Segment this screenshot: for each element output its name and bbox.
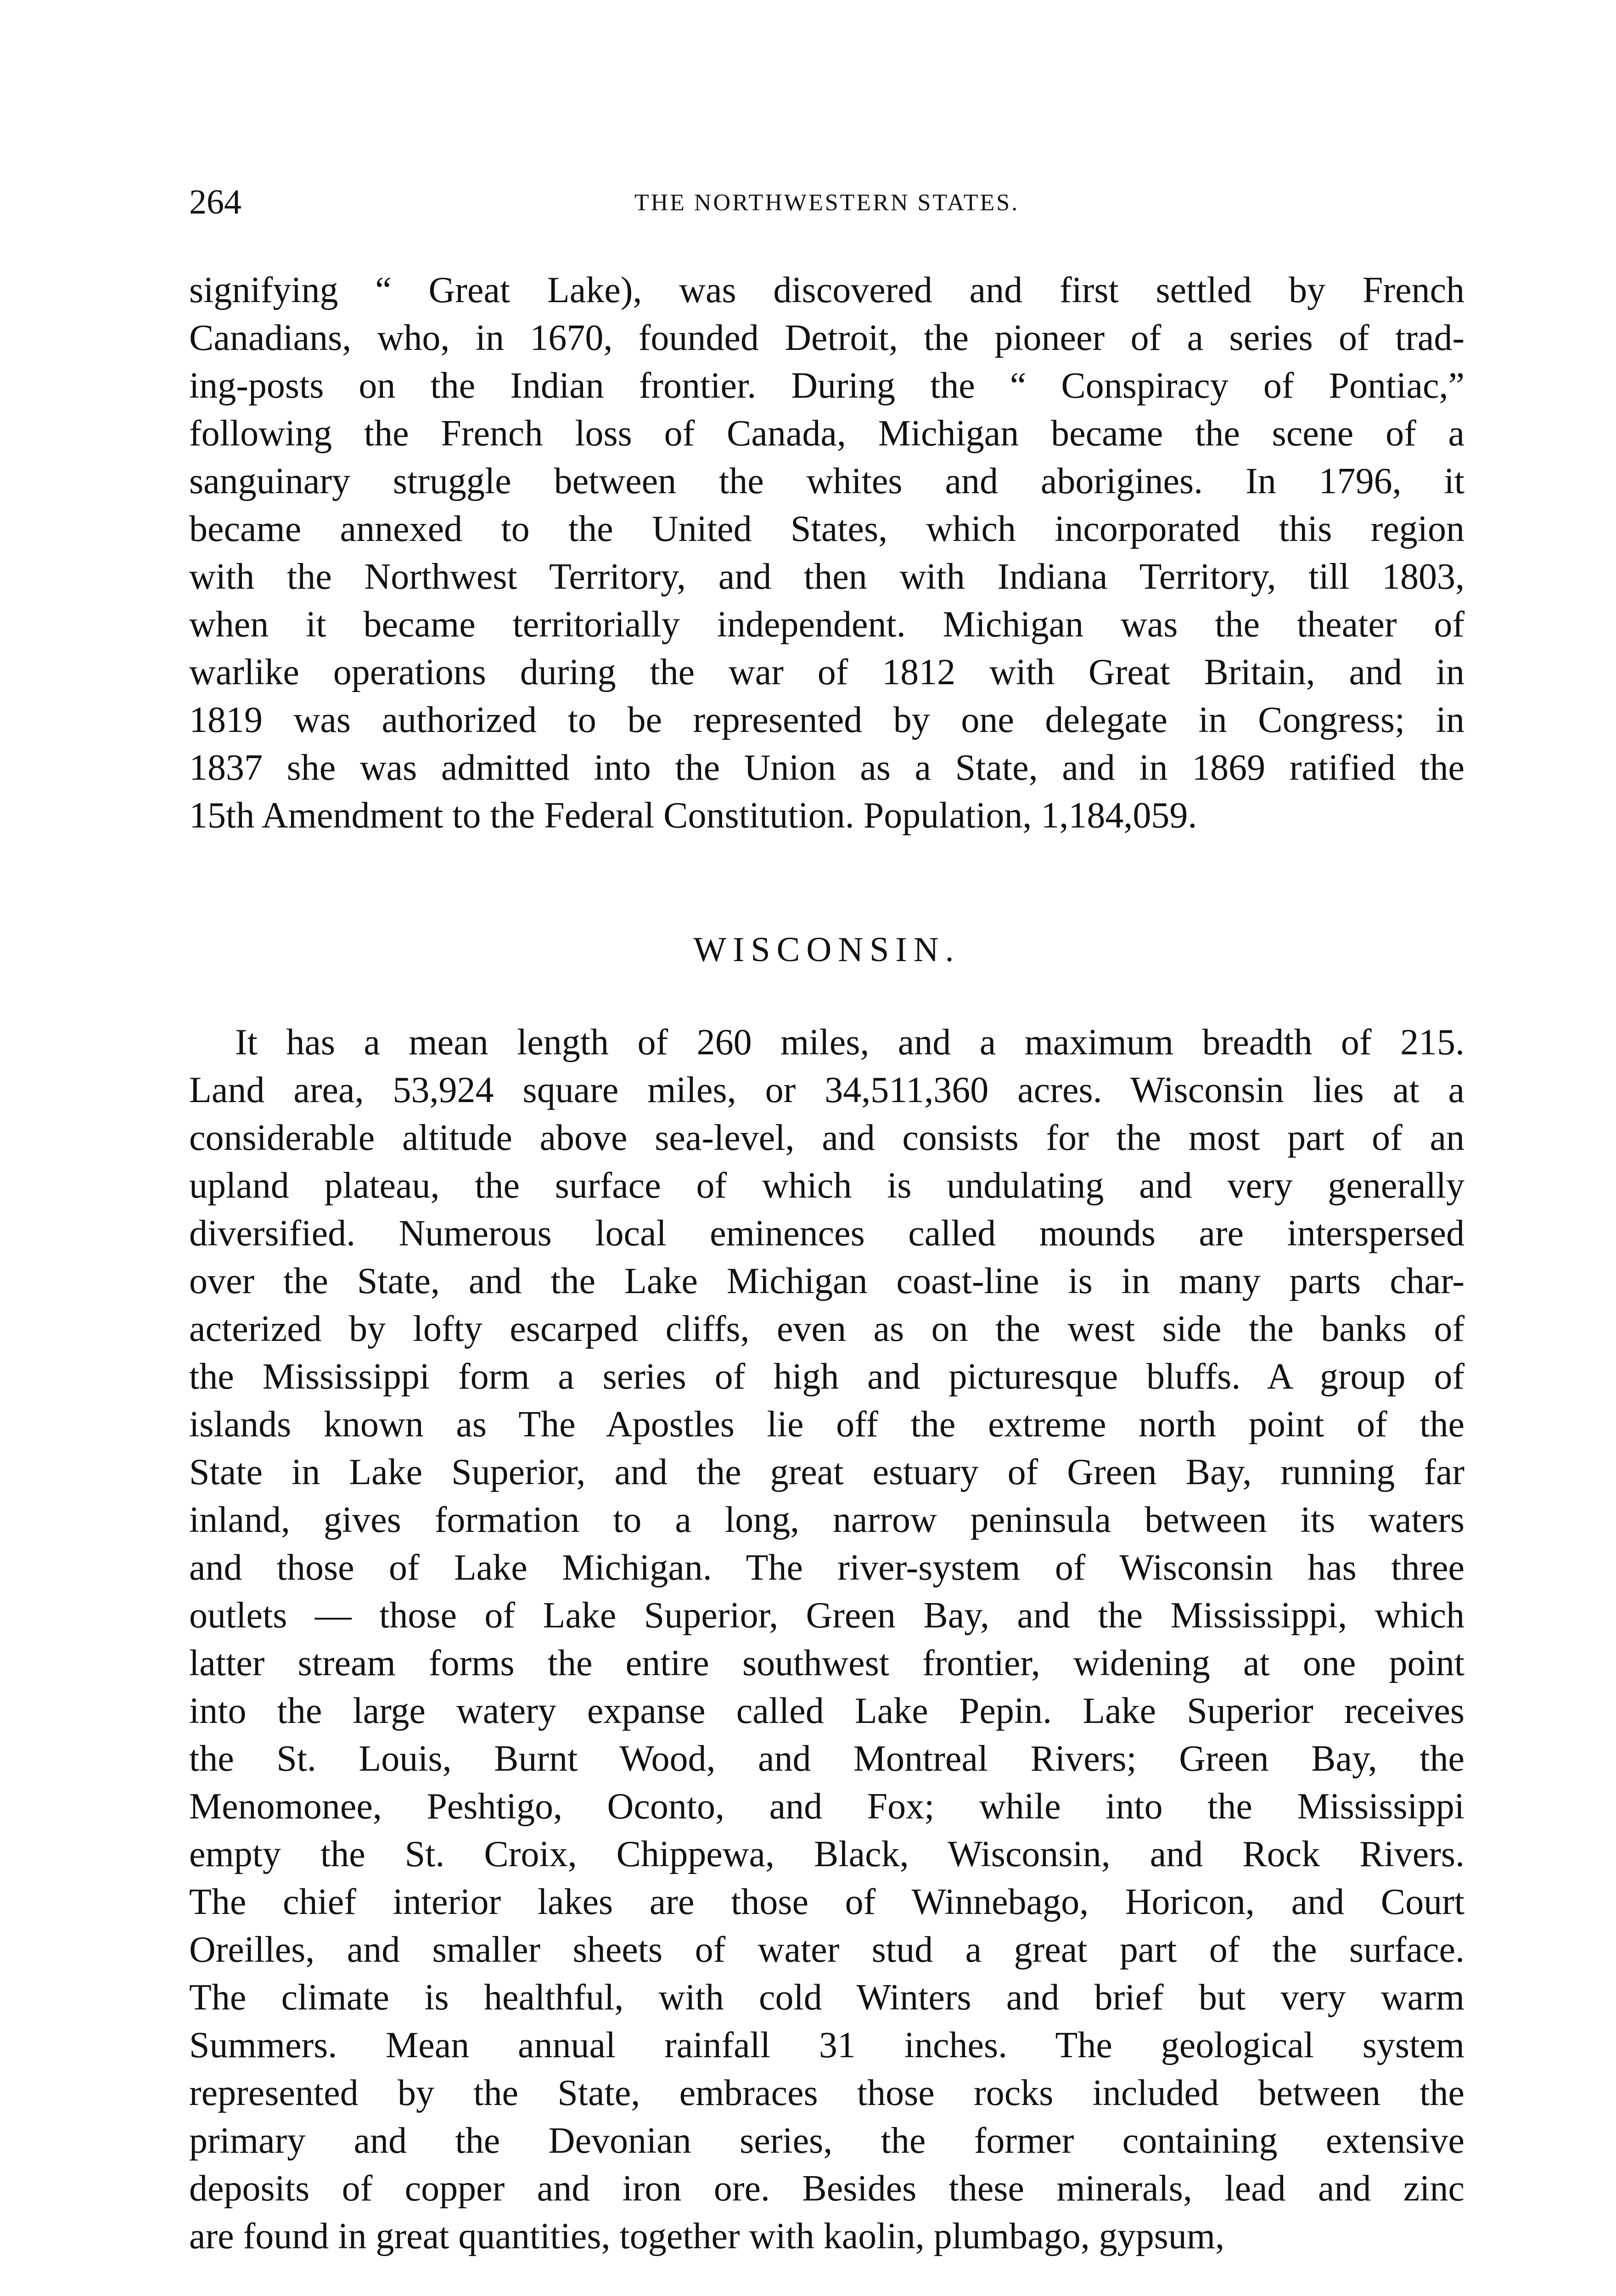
text-line: empty the St. Croix, Chippewa, Black, Wisconsin, and Rock Rivers. [189,1834,1464,1874]
text-line: The climate is healthful, with cold Winters and brief but very warm [189,1977,1464,2018]
text-line: It has a mean length of 260 miles, and a maximum breadth of 215. [235,1022,1464,1063]
text-line: inland, gives formation to a long, narrow peninsula between its waters [189,1500,1464,1540]
text-line: the Mississippi form a series of high and picturesque bluffs. A group of [189,1356,1464,1397]
text-line: deposits of copper and iron ore. Besides these minerals, lead and zinc [189,2168,1464,2209]
paragraph-michigan [189,266,1464,839]
section-title: WISCONSIN. [693,930,960,969]
paragraph-wisconsin [189,1019,1464,2260]
running-head: THE NORTHWESTERN STATES. [634,190,1020,216]
text-line: diversified. Numerous local eminences called mounds are interspersed [189,1213,1464,1254]
text-line: 1837 she was admitted into the Union as a State, and in 1869 ratified the [189,748,1464,788]
text-line: Oreilles, and smaller sheets of water stud a great part of the surface. [189,1930,1464,1970]
text-line: became annexed to the United States, which incorporated this region [189,509,1464,549]
text-line: 1819 was authorized to be represented by one delegate in Congress; in [189,700,1464,740]
page-number: 264 [189,183,241,221]
text-line: primary and the Devonian series, the former containing extensive [189,2121,1464,2161]
text-line: warlike operations during the war of 1812 with Great Britain, and in [189,652,1464,692]
text-line: Menomonee, Peshtigo, Oconto, and Fox; while into the Mississippi [189,1786,1464,1827]
text-line: State in Lake Superior, and the great estuary of Green Bay, running far [189,1452,1464,1492]
text-line: signifying “ Great Lake), was discovered and first settled by French [189,270,1464,310]
text-line: over the State, and the Lake Michigan coast-line is in many parts char- [189,1261,1464,1301]
text-line: and those of Lake Michigan. The river-system of Wisconsin has three [189,1548,1464,1588]
text-line: with the Northwest Territory, and then with Indiana Territory, till 1803, [189,557,1464,597]
text-line: islands known as The Apostles lie off the extreme north point of the [189,1404,1464,1445]
text-line: Canadians, who, in 1670, founded Detroit, the pioneer of a series of trad- [189,318,1464,358]
text-line: ing-posts on the Indian frontier. During the “ Conspiracy of Pontiac,” [189,366,1464,406]
text-line: sanguinary struggle between the whites and aborigines. In 1796, it [189,461,1464,501]
text-line: are found in great quantities, together with kaolin, plumbago, gypsum, [189,2216,1225,2257]
text-line: represented by the State, embraces those rocks included between the [189,2073,1464,2113]
text-line: the St. Louis, Burnt Wood, and Montreal Rivers; Green Bay, the [189,1739,1464,1779]
text-line: The chief interior lakes are those of Winnebago, Horicon, and Court [189,1882,1464,1922]
text-line: Land area, 53,924 square miles, or 34,511,360 acres. Wisconsin lies at a [189,1070,1464,1110]
text-line: considerable altitude above sea-level, and consists for the most part of an [189,1118,1464,1158]
text-line: outlets — those of Lake Superior, Green Bay, and the Mississippi, which [189,1595,1464,1636]
page-header [189,181,1464,227]
text-line: 15th Amendment to the Federal Constitution. Population, 1,184,059. [189,795,1197,836]
text-line: latter stream forms the entire southwest frontier, widening at one point [189,1643,1464,1683]
text-line: following the French loss of Canada, Michigan became the scene of a [189,413,1464,454]
text-line: upland plateau, the surface of which is undulating and very generally [189,1165,1464,1206]
text-line: Summers. Mean annual rainfall 31 inches. The geological system [189,2025,1464,2065]
text-line: when it became territorially independent. Michigan was the theater of [189,604,1464,645]
text-line: acterized by lofty escarped cliffs, even as on the west side the banks of [189,1309,1464,1349]
text-line: into the large watery expanse called Lake Pepin. Lake Superior receives [189,1691,1464,1731]
